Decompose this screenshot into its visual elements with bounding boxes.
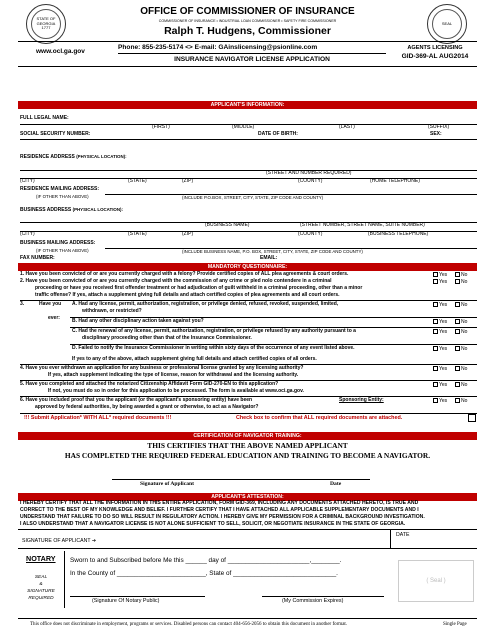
seal-left-text: STATE OF GEORGIA 1777 bbox=[31, 9, 61, 39]
notary-seal-line1: SEAL bbox=[34, 575, 48, 580]
attestation-p2: CORRECT TO THE BEST OF MY KNOWLEDGE AND BELIEF. I FURTHER CERTIFY THAT I HAVE ATTACHED ALL APPLICABLE SUPPLEMENTARY DOCUMENTS AND I bbox=[20, 507, 419, 513]
q3d-yes[interactable] bbox=[433, 346, 447, 353]
if-other2-caption: (IF OTHER THAN ABOVE) bbox=[36, 248, 89, 253]
question-2-line2: proceeding or have you received first offender treatment or had adjudication of guilt withheld in a criminal proceeding, other than a minor bbox=[35, 285, 363, 291]
q4-no-label: No bbox=[461, 365, 468, 372]
arrow-right-icon: ➔ bbox=[91, 538, 97, 544]
q6-no-label: No bbox=[461, 397, 468, 404]
question-4-line1: 4. Have you ever withdrawn an application for any business or professional license granted by any licensing authority? bbox=[20, 365, 304, 371]
fax-label: FAX NUMBER: bbox=[20, 255, 55, 261]
residence-physical-caption: (PHYSICAL LOCATION): bbox=[76, 154, 127, 159]
attestation-p4: I ALSO UNDERSTAND THAT A NAVIGATOR LICENSE IS NOT ALONE SUFFICIENT TO SELL, SOLICIT, OR NEGOTIATE INSURANCE IN THE STATE OF GEORGIA. bbox=[20, 521, 406, 527]
question-3-note: If yes to any of the above, attach supplement giving full details and attach certified copies of all orders. bbox=[72, 356, 317, 362]
q3a-no[interactable] bbox=[455, 302, 467, 309]
suffix-caption: (SUFFIX) bbox=[428, 124, 450, 130]
residence-address-label bbox=[20, 154, 127, 161]
question-3-ever: ever: bbox=[48, 315, 60, 321]
q3c-yes-label: Yes bbox=[439, 328, 448, 335]
q1-yes[interactable] bbox=[433, 272, 447, 279]
question-3a-line2: withdrawn, or restricted? bbox=[82, 308, 142, 314]
attestation-section-header: APPLICANT'S ATTESTATION: bbox=[18, 493, 477, 501]
sponsoring-entity-label: Sponsoring Entity: bbox=[339, 397, 384, 403]
attestation-date-label: DATE bbox=[396, 532, 410, 538]
ssn-label: SOCIAL SECURITY NUMBER: bbox=[20, 131, 91, 137]
check-note: Check box to confirm that ALL required documents are attached. bbox=[236, 415, 403, 421]
q3b-yes[interactable] bbox=[433, 319, 447, 326]
notary-seal-box bbox=[398, 560, 474, 602]
zip-caption: (ZIP) bbox=[182, 178, 194, 184]
q2-no-label: No bbox=[461, 278, 468, 285]
certification-section-header: CERTIFICATION OF NAVIGATOR TRAINING: bbox=[18, 432, 477, 440]
form-title: INSURANCE NAVIGATOR LICENSE APPLICATION bbox=[174, 56, 330, 63]
cert-signature-caption: Signature of Applicant bbox=[140, 481, 194, 487]
q3a-yes-label: Yes bbox=[439, 301, 448, 308]
office-title: OFFICE OF COMMISSIONER OF INSURANCE bbox=[140, 6, 355, 17]
notary-signature-caption: (Signature Of Notary Public) bbox=[92, 598, 160, 604]
business-address-label bbox=[20, 207, 123, 214]
q2-no[interactable] bbox=[455, 279, 467, 286]
q6-yes-label: Yes bbox=[439, 397, 448, 404]
zip2-caption: (ZIP) bbox=[182, 231, 194, 237]
question-5-line2: If not, you must do so in order for this application to be processed. The form is available at www.oci.ga.gov. bbox=[48, 388, 304, 394]
certification-line2: HAS COMPLETED THE REQUIRED FEDERAL EDUCATION AND TRAINING TO BECOME A NAVIGATOR. bbox=[64, 451, 431, 460]
applicant-signature-field[interactable] bbox=[110, 531, 390, 546]
form-code: GID-369-AL AUG2014 bbox=[401, 53, 469, 60]
county-caption: (COUNTY) bbox=[298, 178, 323, 184]
office-subtitle: COMMISSIONER OF INSURANCE • INDUSTRIAL LOAN COMMISSIONER • SAFETY FIRE COMMISSIONER bbox=[158, 19, 337, 23]
business-address-text: BUSINESS ADDRESS bbox=[20, 207, 72, 213]
q3c-no-label: No bbox=[461, 328, 468, 335]
question-3a-line1: A. Had any license, permit, authorization, registration, or privilege denied, refused, revoked, suspended, limited, bbox=[72, 301, 339, 307]
question-3c-line1: C. Had the renewal of any license, permit, authorization, registration, or privilege refused by any authority pursuant to a bbox=[72, 328, 356, 334]
business-street-caption: (STREET NUMBER, STREET NAME, SUITE NUMBER) bbox=[300, 222, 425, 228]
residence-address-text: RESIDENCE ADDRESS bbox=[20, 154, 75, 160]
city2-caption: (CITY) bbox=[20, 231, 35, 237]
q5-yes-label: Yes bbox=[439, 381, 448, 388]
q4-no[interactable] bbox=[455, 366, 467, 373]
state-caption: (STATE) bbox=[128, 178, 147, 184]
notary-sworn-line: Sworn to and Subscribed before Me this ______ day of _______________________,________. bbox=[70, 557, 342, 564]
state2-caption: (STATE) bbox=[128, 231, 147, 237]
question-2-line1: 2. Have you been convicted of or are you currently charged with the commission of any crime or pled nolo contendere in a criminal bbox=[20, 278, 332, 284]
question-3d: D. Failed to notify the Insurance Commissioner in writing within sixty days of the occurrence of any event listed above. bbox=[72, 345, 355, 351]
q3c-yes[interactable] bbox=[433, 329, 447, 336]
questionnaire-section-header: MANDATORY QUESTIONNAIRE: bbox=[18, 263, 477, 271]
question-3b: B. Had any other disciplinary action taken against you? bbox=[72, 318, 204, 324]
home-telephone-caption: (HOME TELEPHONE) bbox=[370, 178, 420, 184]
q2-yes[interactable] bbox=[433, 279, 447, 286]
q3b-no[interactable] bbox=[455, 319, 467, 326]
q6-no[interactable] bbox=[455, 398, 467, 405]
business-mailing-label: BUSINESS MAILING ADDRESS: bbox=[20, 240, 96, 246]
confirm-documents-checkbox[interactable] bbox=[468, 414, 476, 422]
q2-yes-label: Yes bbox=[439, 278, 448, 285]
business-physical-caption: (PHYSICAL LOCATION): bbox=[72, 207, 123, 212]
question-3c-line2: disciplinary proceeding other than that of the Insurance Commissioner. bbox=[82, 335, 252, 341]
applicant-signature-text: SIGNATURE OF APPLICANT bbox=[22, 538, 91, 544]
agency-label: AGENTS LICENSING bbox=[407, 45, 463, 51]
q3a-no-label: No bbox=[461, 301, 468, 308]
notary-title: NOTARY bbox=[26, 554, 56, 563]
business-telephone-caption: (BUSINESS TELEPHONE) bbox=[368, 231, 429, 237]
street-required-caption: (STREET AND NUMBER REQUIRED) bbox=[266, 170, 352, 176]
seal-right-text: SEAL bbox=[432, 9, 462, 39]
q1-no[interactable] bbox=[455, 272, 467, 279]
include-po-caption: (INCLUDE P.O.BOX, STREET, CITY, STATE, ZIP CODE AND COUNTY) bbox=[182, 195, 324, 200]
q3a-yes[interactable] bbox=[433, 302, 447, 309]
q1-no-label: No bbox=[461, 271, 468, 278]
q3b-yes-label: Yes bbox=[439, 318, 448, 325]
q3c-no[interactable] bbox=[455, 329, 467, 336]
business-name-caption: (BUSINESS NAME) bbox=[205, 222, 250, 228]
last-caption: (LAST) bbox=[339, 124, 355, 130]
commissioner-name: Ralph T. Hudgens, Commissioner bbox=[164, 25, 331, 37]
include-business-caption: (INCLUDE BUSINESS NAME, P.O. BOX, STREET, CITY, STATE, ZIP CODE AND COUNTY) bbox=[182, 249, 363, 254]
q3d-no[interactable] bbox=[455, 346, 467, 353]
q4-yes-label: Yes bbox=[439, 365, 448, 372]
q3b-no-label: No bbox=[461, 318, 468, 325]
question-6-line2: approved by federal authorities, by being awarded a grant or otherwise, to act as a Navigator? bbox=[35, 404, 259, 410]
email-label: EMAIL: bbox=[260, 255, 278, 261]
notary-seal-note bbox=[20, 574, 62, 602]
footer-text: This office does not discriminate in employment, programs or services. Disabled persons can contact 404-656-2056 to obtain this document in another format. bbox=[30, 622, 348, 627]
applicant-signature-label bbox=[22, 539, 96, 545]
residence-mailing-label: RESIDENCE MAILING ADDRESS: bbox=[20, 186, 99, 192]
submit-note: !!! Submit Application* WITH ALL* required documents !!! bbox=[24, 415, 172, 421]
q5-yes[interactable] bbox=[433, 382, 447, 389]
notary-expires-caption: (My Commission Expires) bbox=[282, 598, 344, 604]
question-1: 1. Have you been convicted of or are you currently charged with a felony? Provide certified copies of ALL plea agreements & court orders. bbox=[20, 271, 349, 277]
notary-county-line: In the County of _________________________, State of _____________________________. bbox=[70, 570, 338, 577]
q5-no[interactable] bbox=[455, 382, 467, 389]
dob-label: DATE OF BIRTH: bbox=[258, 131, 298, 137]
question-3-number: 3. bbox=[20, 301, 25, 307]
notary-seal-line3: SIGNATURE bbox=[27, 589, 55, 594]
notary-seal-placeholder: ( Seal ) bbox=[426, 577, 446, 584]
notary-seal-line4: REQUIRED bbox=[28, 596, 54, 601]
applicant-section-header: APPLICANT'S INFORMATION: bbox=[18, 101, 477, 109]
sex-label: SEX: bbox=[430, 131, 442, 137]
question-2-line3: traffic offense? If yes, attach a supplement giving full details and attach certified copies of plea agreements and all court orders. bbox=[35, 292, 340, 298]
q6-yes[interactable] bbox=[433, 398, 447, 405]
question-4-line2: If yes, attach supplement indicating the type of license, reason for withdrawal and the licensing authority. bbox=[48, 372, 299, 378]
question-5-line1: 5. Have you completed and attached the notarized Citizenship Affidavit Form GID-270-EN to this application? bbox=[20, 381, 279, 387]
q3d-yes-label: Yes bbox=[439, 345, 448, 352]
question-3-label: Have you bbox=[39, 301, 62, 307]
if-other-caption: (IF OTHER THAN ABOVE) bbox=[36, 194, 89, 199]
full-name-label: FULL LEGAL NAME: bbox=[20, 115, 69, 121]
contact-line: Phone: 855-235-5174 <> E-mail: GAinslicensing@psionline.com bbox=[118, 44, 318, 51]
website-link[interactable]: www.ocl.ga.gov bbox=[36, 48, 85, 55]
middle-caption: (MIDDLE) bbox=[232, 124, 255, 130]
question-6-line1: 6. Have you included proof that you the applicant (or the applicant's sponsoring entity) have been bbox=[20, 397, 253, 403]
q5-no-label: No bbox=[461, 381, 468, 388]
notary-seal-line2: & bbox=[39, 582, 43, 587]
cert-date-caption: Date bbox=[330, 481, 342, 487]
q3d-no-label: No bbox=[461, 345, 468, 352]
footer-pages: Single Page bbox=[443, 622, 467, 627]
county2-caption: (COUNTY) bbox=[298, 231, 323, 237]
first-caption: (FIRST) bbox=[152, 124, 170, 130]
attestation-p3: UNDERSTAND THAT FAILURE TO DO SO WILL RESULT IN REGULATORY ACTION. I HEREBY GIVE MY PERMISSION FOR A CRIMINAL BACKGROUND INVESTIGATION. bbox=[20, 514, 425, 520]
q4-yes[interactable] bbox=[433, 366, 447, 373]
attestation-p1: I HEREBY CERTIFY THAT ALL THE INFORMATION IN THIS ENTIRE APPLICATION, FORM GID-369, INCLUDING ANY DOCUMENTS ATTACHED HERETO, IS TRUE AND bbox=[20, 500, 419, 506]
city-caption: (CITY) bbox=[20, 178, 35, 184]
q1-yes-label: Yes bbox=[439, 271, 448, 278]
certification-line1: THIS CERTIFIES THAT THE ABOVE NAMED APPLICANT bbox=[147, 441, 348, 450]
